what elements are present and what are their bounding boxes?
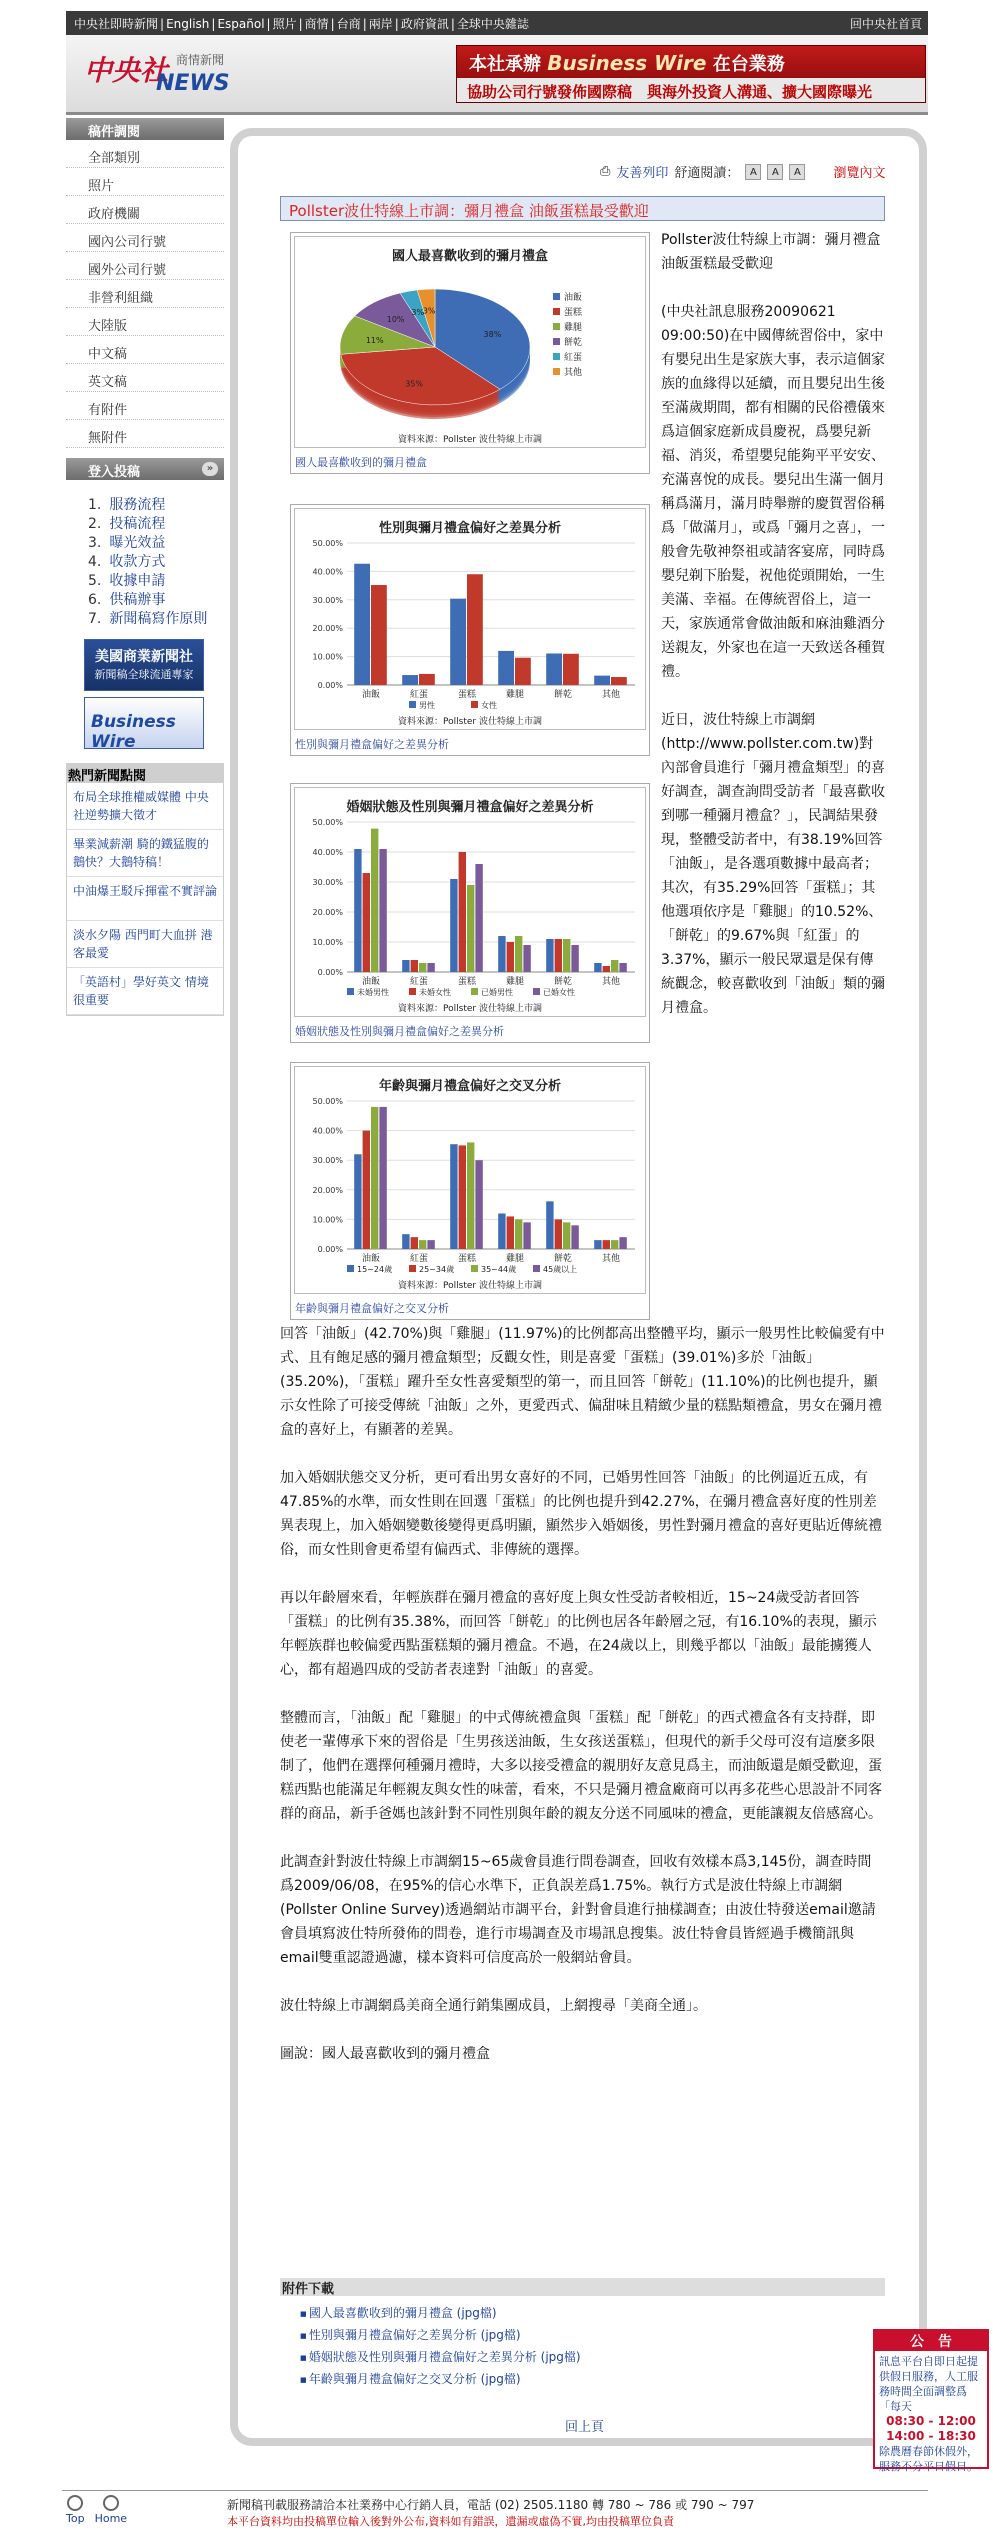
print-icon[interactable]: ⎙ (600, 164, 611, 179)
y-tick-label: 0.00% (317, 968, 343, 977)
legend-swatch (347, 1265, 354, 1272)
y-tick-label: 50.00% (312, 818, 343, 827)
bar (603, 966, 610, 972)
chart-source: 資料來源：Pollster 波仕特線上市調 (398, 1281, 542, 1291)
attachments (280, 2278, 885, 2392)
top-link[interactable]: 中央社即時新聞 (74, 16, 159, 31)
hot-news-head: 熱門新聞點閱 (66, 763, 224, 783)
bar (594, 963, 601, 972)
business-wire-banner[interactable] (456, 45, 926, 103)
top-link[interactable]: 政府資訊 (400, 16, 449, 31)
pie-data-label: 3% (411, 307, 425, 317)
service-item[interactable]: 5. 收據申請 (88, 573, 166, 589)
category-item[interactable]: 照片 (66, 168, 224, 196)
figure-pie (290, 232, 650, 474)
home-link[interactable]: 回中央社首頁 (849, 16, 922, 31)
legend-swatch (471, 1265, 478, 1272)
legend-swatch (553, 323, 560, 330)
hot-news-item[interactable]: 布局全球推權威媒體 中央社逆勢擴大徵才 (67, 783, 223, 830)
legend-label: 雞腿 (564, 323, 583, 333)
figure-caption: 年齡與彌月禮盒偏好之交叉分析 (295, 1302, 449, 1315)
legend-label: 15~24歲 (357, 1265, 393, 1274)
footer-nav (66, 2495, 127, 2525)
legend-swatch (553, 293, 560, 300)
legend-label: 油飯 (564, 293, 583, 303)
bar (611, 1240, 618, 1249)
article-tools (600, 162, 885, 181)
print-link[interactable]: 友善列印 (616, 166, 669, 181)
category-item[interactable]: 有附件 (66, 392, 224, 420)
bar (363, 1131, 370, 1249)
notice-time: 14:00 - 18:30 (886, 2429, 976, 2443)
category-item[interactable]: 大陸版 (66, 308, 224, 336)
x-tick-label: 油飯 (361, 690, 381, 700)
y-tick-label: 30.00% (312, 595, 343, 605)
zoom-small-icon[interactable]: A (745, 164, 761, 180)
chart-bar (294, 508, 646, 730)
y-tick-label: 10.00% (312, 1215, 343, 1225)
legend-label: 45歲以上 (543, 1265, 578, 1274)
sidebar (66, 118, 224, 1016)
bar (619, 1237, 626, 1249)
zoom-label: 舒適閱讀： (674, 166, 740, 181)
legend-label: 未婚女性 (419, 988, 451, 997)
bar (371, 1107, 378, 1249)
chart-source: 資料來源：Pollster 波仕特線上市調 (398, 435, 542, 445)
article-paragraph: 波仕特線上市調網爲美商全通行銷集團成員，上網搜尋「美商全通」。 (280, 1998, 707, 2014)
header (66, 35, 928, 115)
chart-source: 資料來源：Pollster 波仕特線上市調 (398, 1004, 542, 1014)
pie-data-label: 10% (386, 314, 405, 324)
figure-caption: 國人最喜歡收到的彌月禮盒 (295, 456, 427, 469)
pie-data-label: 35% (405, 379, 423, 389)
bar (507, 1216, 514, 1249)
circle-up-icon (67, 2495, 83, 2511)
y-tick-label: 10.00% (312, 652, 343, 662)
bar (411, 1237, 418, 1249)
figure-bar-marriage (290, 783, 650, 1043)
x-tick-label: 油飯 (361, 977, 381, 987)
back-link[interactable]: 回上頁 (565, 2420, 605, 2435)
service-item[interactable]: 2. 投稿流程 (88, 516, 166, 532)
article-paragraph: (中央社訊息服務20090621 09:00:50)在中國傳統習俗中，家中有嬰兒出生是家族大事，表示這個家族的血緣得以延續，而且嬰兒出生後至滿歲期間，都有相關的民俗禮儀來爲這個家庭新成員慶祝，爲嬰兒新福、消災，希望嬰兒能夠平平安安、充滿喜悅的成長。嬰兒出生滿一個月稱爲滿月，滿月時舉辦的慶賀習俗稱爲「做滿月」，或爲「彌月之喜」，一般會先敬神祭祖或請客宴席，同時爲嬰兒剃下胎髮，祝他從頭開始，一生美滿、幸福。在傳統習俗上，這一天，家族通常會做油飯和麻油雞酒分送親友，外家也在這一天致送各種賀禮。 (661, 304, 885, 680)
y-tick-label: 20.00% (312, 1185, 343, 1195)
category-item[interactable]: 政府機關 (66, 196, 224, 224)
zoom-medium-icon[interactable]: A (767, 164, 783, 180)
attachment-link[interactable]: ■ 國人最喜歡收到的彌月禮盒 (jpg檔) (300, 2304, 885, 2326)
category-item[interactable]: 中文稿 (66, 336, 224, 364)
notice-body: 訊息平台自即日起提供假日服務，人工服務時間全面調整爲「每天 08:30 - 12:00 14:00 - 18:30 除農曆春節休假外，服務不分平日假日。 (875, 2351, 987, 2477)
chart-bar (294, 1066, 646, 1294)
x-tick-label: 雞腿 (505, 1254, 525, 1264)
bar (419, 963, 426, 972)
bar (402, 960, 409, 972)
bar (563, 1222, 570, 1249)
cna-logo[interactable] (84, 49, 234, 97)
chart-bar (294, 787, 646, 1017)
bar (555, 1219, 562, 1249)
bar (467, 1142, 474, 1249)
legend-swatch (471, 701, 478, 708)
bar (571, 945, 578, 972)
zoom-large-icon[interactable]: A (789, 164, 805, 180)
legend-label: 男性 (419, 701, 435, 710)
legend-label: 已婚男性 (481, 988, 513, 997)
bar (427, 1240, 434, 1249)
bar (379, 849, 386, 972)
legend-swatch (471, 988, 478, 995)
category-item[interactable]: 無附件 (66, 420, 224, 448)
bar (402, 675, 418, 685)
y-tick-label: 10.00% (312, 938, 343, 947)
bar (371, 585, 387, 685)
bar (619, 963, 626, 972)
top-link[interactable]: 台商 (336, 16, 361, 31)
bar (354, 564, 370, 685)
top-link[interactable]: Español (217, 16, 265, 31)
notice-head: 公 告 (875, 2331, 987, 2351)
x-tick-label: 餅乾 (553, 690, 573, 700)
article-body-top (661, 228, 885, 1044)
y-tick-label: 40.00% (312, 567, 343, 577)
x-tick-label: 蛋糕 (457, 1254, 477, 1264)
top-link[interactable]: English (166, 16, 210, 31)
top-link[interactable]: 兩岸 (368, 16, 393, 31)
hot-news-item[interactable]: 淡水夕陽 西門町大血拼 港客最愛 (67, 921, 223, 968)
bar-svg (295, 788, 647, 1018)
y-tick-label: 0.00% (317, 1245, 343, 1254)
article-paragraph: 整體而言，「油飯」配「雞腿」的中式傳統禮盒與「蛋糕」配「餅乾」的西式禮盒各有支持群，即使老一輩傳承下來的習俗是「生男孩送油飯，生女孩送蛋糕」，但現代的新手父母可沒有這麼多限制了，他們在選擇何種彌月禮時，大多以接受禮盒的親朋好友意見爲主，而油飯還是頗受歡迎，蛋糕西點也能滿足年輕親友與女性的味蕾，看來，不只是彌月禮盒廠商可以再多花些心思設計不同客群的商品，新手爸媽也該針對不同性別與年齡的親友分送不同風味的禮盒，更能讓親友倍感窩心。 (280, 1710, 882, 1822)
bar (515, 658, 531, 685)
bar (555, 939, 562, 972)
legend-swatch (553, 338, 560, 345)
chart-source: 資料來源：Pollster 波仕特線上市調 (398, 717, 542, 727)
y-tick-label: 40.00% (312, 848, 343, 857)
attachment-link[interactable]: ■ 婚姻狀態及性別與彌月禮盒偏好之差異分析 (jpg檔) (300, 2348, 885, 2370)
legend-label: 未婚男性 (357, 988, 389, 997)
bar (546, 653, 562, 685)
category-list (66, 140, 224, 448)
top-link[interactable]: 全球中央雜誌 (456, 16, 529, 31)
hot-news-item[interactable]: 「英語村」學好英文 情境很重要 (67, 968, 223, 1015)
legend-swatch (553, 368, 560, 375)
figure-caption: 性別與彌月禮盒偏好之差異分析 (295, 738, 449, 751)
notice-time: 08:30 - 12:00 (886, 2414, 976, 2428)
bar (507, 942, 514, 972)
bar (498, 936, 505, 972)
bar (523, 945, 530, 972)
bar (563, 939, 570, 972)
pie-data-label: 38% (483, 330, 502, 340)
y-tick-label: 20.00% (312, 624, 343, 634)
bar-svg (295, 1067, 647, 1295)
bar (546, 939, 553, 972)
top-links: 中央社即時新聞 | English | Español | 照片 | 商情 | 台商 | 兩岸 | 政府資訊 | 全球中央雜誌 (74, 16, 529, 31)
logo-cna: 中央社 (84, 54, 169, 87)
x-tick-label: 其他 (601, 977, 621, 987)
category-item[interactable]: 非營利組織 (66, 280, 224, 308)
legend-swatch (553, 308, 560, 315)
sidebar-head-browse: 稿件調閱 (66, 118, 224, 140)
bar-svg (295, 509, 647, 731)
bar (515, 936, 522, 972)
pie-data-label: 11% (365, 335, 384, 345)
x-tick-label: 其他 (601, 690, 621, 700)
x-tick-label: 油飯 (361, 1254, 381, 1264)
notice-box[interactable] (873, 2329, 989, 2473)
attachments-head: 附件下載 (280, 2278, 885, 2296)
bar (450, 879, 457, 972)
figure-caption-text: 圖說：國人最喜歡收到的彌月禮盒 (280, 2046, 490, 2062)
bar (498, 1213, 505, 1249)
x-tick-label: 雞腿 (505, 977, 525, 987)
category-item[interactable]: 國外公司行號 (66, 252, 224, 280)
legend-label: 35~44歲 (481, 1265, 517, 1274)
bar (515, 1219, 522, 1249)
logo-news: NEWS (156, 71, 230, 96)
article-paragraph: 再以年齡層來看，年輕族群在彌月禮盒的喜好度上與女性受訪者較相近，15~24歲受訪者回答「蛋糕」的比例有35.38%，而回答「餅乾」的比例也居各年齡層之冠，有16.10%的表現，顯示年輕族群也較偏愛西點蛋糕類的彌月禮盒。不過，在24歲以上，則幾乎都以「油飯」最能擄獲人心，都有超過四成的受訪者表達對「油飯」的喜愛。 (280, 1590, 877, 1678)
hot-news-list (66, 783, 224, 1016)
x-tick-label: 其他 (601, 1254, 621, 1264)
legend-swatch (533, 1265, 540, 1272)
banner-line1: 本社承辦 Business Wire 在台業務 (469, 51, 785, 75)
category-item[interactable]: 全部類別 (66, 140, 224, 168)
y-tick-label: 50.00% (312, 1097, 343, 1106)
ad-business-wire[interactable]: Business Wire (84, 697, 204, 749)
bar (459, 1145, 466, 1249)
bar (354, 1154, 361, 1249)
y-tick-label: 30.00% (312, 1156, 343, 1166)
chart-title: 國人最喜歡收到的彌月禮盒 (391, 249, 548, 264)
figure-caption: 婚姻狀態及性別與彌月禮盒偏好之差異分析 (295, 1025, 504, 1038)
legend-label: 其他 (564, 368, 583, 378)
bar (594, 1240, 601, 1249)
banner-line2: 協助公司行號發佈國際稿 與海外投資人溝通、擴大國際曝光 (457, 78, 925, 102)
browse-content-link[interactable]: 瀏覽內文 (833, 166, 886, 181)
x-tick-label: 蛋糕 (457, 977, 477, 987)
footer-contact: 新聞稿刊載服務請洽本社業務中心行銷人員，電話 (02) 2505.1180 轉 780 ~ 786 或 790 ~ 797 (227, 2498, 755, 2512)
legend-swatch (409, 701, 416, 708)
chart-title: 年齡與彌月禮盒偏好之交叉分析 (378, 1079, 561, 1094)
chart-title: 婚姻狀態及性別與彌月禮盒偏好之差異分析 (346, 800, 594, 815)
bar (594, 676, 610, 685)
x-tick-label: 餅乾 (553, 1254, 573, 1264)
bar (475, 1160, 482, 1249)
chart-title: 性別與彌月禮盒偏好之差異分析 (378, 521, 561, 536)
circle-home-icon (103, 2495, 119, 2511)
x-tick-label: 紅蛋 (409, 690, 429, 700)
article-paragraph: Pollster波仕特線上市調：彌月禮盒 油飯蛋糕最受歡迎 (661, 232, 881, 272)
x-tick-label: 雞腿 (505, 690, 525, 700)
service-item[interactable]: 6. 供稿辦事 (88, 592, 166, 608)
bar (419, 674, 435, 685)
legend-swatch (409, 1265, 416, 1272)
service-item[interactable]: 7. 新聞稿寫作原則 (88, 611, 208, 627)
pie-svg (295, 237, 647, 449)
figure-bar-gender (290, 504, 650, 756)
y-tick-label: 0.00% (317, 681, 343, 690)
y-tick-label: 40.00% (312, 1126, 343, 1136)
bar (450, 599, 466, 685)
y-tick-label: 50.00% (312, 539, 343, 548)
bar (563, 654, 579, 685)
legend-swatch (533, 988, 540, 995)
y-tick-label: 20.00% (312, 908, 343, 917)
article-paragraph: 此調查針對波仕特線上市調網15~65歲會員進行問卷調查，回收有效樣本爲3,145份，調查時間爲2009/06/08，在95%的信心水準下，正負誤差爲1.75%。執行方式是波仕特線上市調網(Pollster Online Survey)透過網站市調平台，針對會員進行抽樣調查；由波仕特發送email邀請會員填寫波仕特所發佈的問卷，進行市場調查及市場訊息搜集。波仕特會員皆經過手機簡訊與email雙重認證過濾，樣本資料可信度高於一般網站會員。 (280, 1854, 876, 1966)
bar (611, 960, 618, 972)
bar (546, 1201, 553, 1249)
bar (371, 829, 378, 972)
ad-business-wire-cn[interactable]: 美國商業新聞社 新聞稿全球流通專家 (84, 639, 204, 691)
bar (450, 1144, 457, 1249)
service-item[interactable]: 3. 曝光效益 (88, 535, 166, 551)
service-item[interactable]: 1. 服務流程 (88, 497, 166, 513)
bar (523, 1222, 530, 1249)
bar (475, 864, 482, 972)
attachment-link[interactable]: ■ 年齡與彌月禮盒偏好之交叉分析 (jpg檔) (300, 2370, 885, 2392)
top-button[interactable]: Top (66, 2495, 85, 2525)
bar (467, 574, 483, 685)
legend-label: 餅乾 (564, 338, 583, 348)
bar (459, 852, 466, 972)
bar (603, 1240, 610, 1249)
article-body-bottom (280, 1322, 885, 2066)
chart-pie (294, 236, 646, 448)
x-tick-label: 紅蛋 (409, 1254, 429, 1264)
article-title: Pollster波仕特線上市調：彌月禮盒 油飯蛋糕最受歡迎 (280, 196, 885, 221)
category-item[interactable]: 英文稿 (66, 364, 224, 392)
legend-label: 蛋糕 (564, 308, 583, 318)
legend-swatch (347, 988, 354, 995)
bar (427, 963, 434, 972)
attachment-link[interactable]: ■ 性別與彌月禮盒偏好之差異分析 (jpg檔) (300, 2326, 885, 2348)
x-tick-label: 紅蛋 (409, 977, 429, 987)
legend-swatch (553, 353, 560, 360)
legend-label: 紅蛋 (564, 353, 583, 363)
service-list (66, 480, 224, 627)
bar (402, 1234, 409, 1249)
hot-news-item[interactable]: 畢業減薪潮 騎的鐵猛腹的鵝快？大鵝特稿！ (67, 830, 223, 877)
home-button[interactable]: Home (95, 2495, 127, 2525)
legend-label: 25~34歲 (419, 1265, 455, 1274)
x-tick-label: 蛋糕 (457, 690, 477, 700)
x-tick-label: 餅乾 (553, 977, 573, 987)
bar (611, 677, 627, 685)
top-link[interactable]: 商情 (304, 16, 329, 31)
article-paragraph: 加入婚姻狀態交叉分析，更可看出男女喜好的不同，已婚男性回答「油飯」的比例逼近五成，有47.85%的水準，而女性則在回選「蛋糕」的比例也提升到42.27%，在彌月禮盒喜好度的性別差異表現上，加入婚姻變數後變得更爲明顯，顯然步入婚姻後，男性對彌月禮盒的喜好更貼近傳統禮俗，而女性則會更希望有偏西式、非傳統的選擇。 (280, 1470, 882, 1558)
top-link[interactable]: 照片 (272, 16, 297, 31)
footer-disclaimer: 本平台資料均由投稿單位輸入後對外公布,資料如有錯誤，遺漏或虛偽不實,均由投稿單位負責 (227, 2515, 674, 2528)
bar (354, 849, 361, 972)
footer (62, 2490, 928, 2530)
legend-label: 女性 (481, 701, 497, 710)
pie-data-label: 3% (422, 306, 436, 316)
hot-news-item[interactable]: 中油爆王駁斥揮霍不實評論 (67, 877, 223, 921)
top-bar (66, 11, 928, 35)
bar (411, 960, 418, 972)
bar (467, 885, 474, 972)
article-paragraph: 近日，波仕特線上市調網(http://www.pollster.com.tw)對內部會員進行「彌月禮盒類型」的喜好調查，調查詢問受訪者「最喜歡收到哪一種彌月禮盒？」，民調結果發現，整體受訪者中，有38.19%回答「油飯」，是各選項數據中最高者；其次，有35.29%回答「蛋糕」；其他選項依序是「雞腿」的10.52%、「餅乾」的9.67%與「紅蛋」的3.37%，顯示一般民眾還是保有傳統觀念，較喜歡收到「油飯」類的彌月禮盒。 (661, 712, 885, 1016)
logo-sub: 商情新聞 (176, 53, 225, 67)
figure-bar-age (290, 1062, 650, 1320)
login-button[interactable]: 登入投稿 » (66, 458, 224, 480)
bar (363, 873, 370, 972)
article-paragraph: 回答「油飯」(42.70%)與「雞腿」(11.97%)的比例都高出整體平均，顯示一般男性比較偏愛有中式、且有飽足感的彌月禮盒類型；反觀女性，則是喜愛「蛋糕」(39.01%)多於「油飯」(35.20%)，「蛋糕」躍升至女性喜愛類型的第一，而且回答「餅乾」(11.10%)的比例也提升，顯示女性除了可接受傳統「油飯」之外，更愛西式、偏甜味且精緻少量的糕點類禮盒，男女在彌月禮盒的喜好上，有顯著的差異。 (280, 1326, 885, 1438)
arrow-right-icon: » (202, 462, 218, 476)
bar (498, 651, 514, 685)
bar (419, 1240, 426, 1249)
bar (571, 1225, 578, 1249)
category-item[interactable]: 國內公司行號 (66, 224, 224, 252)
service-item[interactable]: 4. 收款方式 (88, 554, 166, 570)
bar (379, 1107, 386, 1249)
y-tick-label: 30.00% (312, 878, 343, 887)
legend-swatch (409, 988, 416, 995)
legend-label: 已婚女性 (543, 988, 575, 997)
